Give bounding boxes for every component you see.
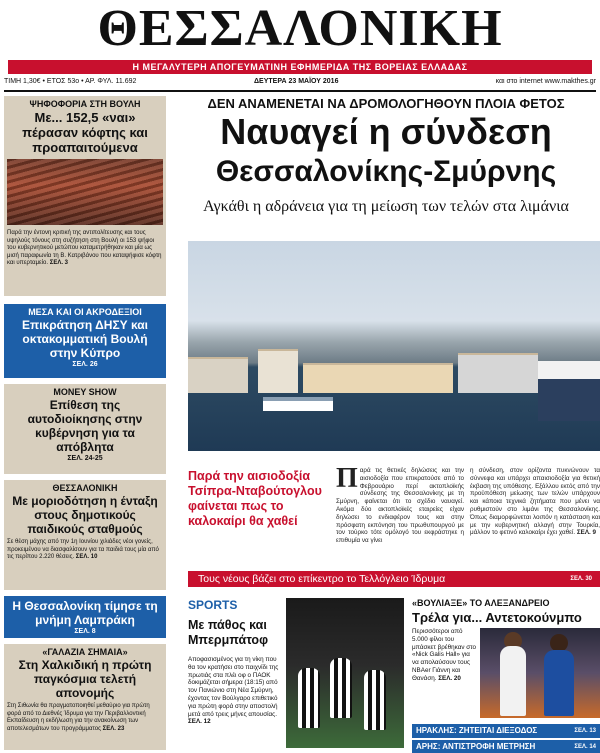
- strip-text: ΗΡΑΚΛΗΣ: ΖΗΤΕΙΤΑΙ ΔΙΕΞΟΔΟΣ: [416, 726, 538, 735]
- sports-label: SPORTS: [188, 598, 238, 612]
- story-kicker: ΨΗΦΟΦΟΡΙΑ ΣΤΗ ΒΟΥΛΗ: [29, 99, 141, 109]
- page-ref: ΣΕΛ. 10: [75, 554, 98, 560]
- lead-article-col2: η σύνδεση, στον ορίζοντα πυκνώνουν τα σύννεφα και υπάρχει απαισιοδοξία για θετική έκβαση της υπόθεσης. Εξάλλου εκτός από την προϋπόθεση μείωσης των τελών υπάρχουν και κάποια τεχνικά ζητήματα που μένει να ρυθμιστούν στο λιμάνι της Θεσσαλονίκης. Όπως διαμορφώνεται λοιπόν η κατάσταση και με την κυβερνητική αλλαγή στην Τουρκία, μάλλον το φετινό καλοκαίρι έχει χαθεί. ΣΕΛ. 9: [470, 467, 600, 537]
- story-headline: Επικράτηση ΔΗΣΥ και οκτακομματική Βουλή στην Κύπρο: [22, 318, 148, 360]
- page-ref: ΣΕΛ. 14: [574, 744, 596, 750]
- sidebar-story-nurseries[interactable]: [4, 480, 166, 590]
- website-link[interactable]: και στο internet www.makthes.gr: [495, 78, 596, 85]
- sidebar-story-blue-flag[interactable]: [4, 644, 166, 750]
- story-headline: Στη Χαλκιδική η πρώτη παγκόσμια τελετή απονομής: [18, 658, 152, 700]
- sports-text: Αποφασισμένος για τη νίκη που θα τον κρατήσει στο παιχνίδι της πρωτιάς στα πλέι οφ ο ΠΑΟΚ δοκιμάζεται σήμερα (18:15) από τον Πανιώνιο στη Νέα Σμύρνη, έχοντας τον Βούλγαρο επιθετικό για πρώτη φορά στην αποστολή μετά από τρεις μήνες απουσίας. ΣΕΛ. 12: [188, 656, 279, 726]
- drop-cap: Π: [336, 463, 358, 494]
- basketball-headline[interactable]: Τρέλα για... Αντετοκούνμπο: [412, 610, 582, 625]
- story-headline: Με μοριοδότηση η ένταξη στους δημοτικούς παιδικούς σταθμούς: [12, 494, 158, 536]
- lead-headline-line1[interactable]: Ναυαγεί η σύνδεση: [220, 111, 552, 152]
- page-ref: ΣΕΛ. 26: [72, 361, 98, 368]
- newspaper-title: ΘΕΣΣΑΛΟΝΙΚΗ: [97, 0, 503, 57]
- lead-kicker: ΔΕΝ ΑΝΑΜΕΝΕΤΑΙ ΝΑ ΔΡΟΜΟΛΟΓΗΘΟΥΝ ΠΛΟΙΑ ΦΕΤΟΣ: [207, 96, 565, 111]
- antetokounmpo-photo: [480, 628, 600, 718]
- iraklis-strip[interactable]: [412, 724, 600, 738]
- story-kicker: «ΓΑΛΑΖΙΑ ΣΗΜΑΙΑ»: [42, 647, 128, 657]
- story-headline: Με... 152,5 «ναι» πέρασαν κόφτης και προαπαιτούμενα: [22, 110, 148, 155]
- lead-subheadline: Αγκάθι η αδράνεια για τη μείωση των τελών στα λιμάνια: [203, 198, 569, 215]
- story-headline: Επίθεση της αυτοδιοίκησης στην κυβέρνηση για τα απόβλητα: [27, 398, 143, 454]
- story-kicker: MONEY SHOW: [53, 387, 117, 397]
- lead-red-caption: Παρά την αισιοδοξία Τσίπρα-Νταβούτογλου φαίνεται πως το καλοκαίρι θα χαθεί: [188, 469, 322, 528]
- story-kicker: ΜΕΣΑ ΚΑΙ ΟΙ ΑΚΡΟΔΕΞΙΟΙ: [28, 307, 142, 317]
- story-text: Στη Σιθωνία θα πραγματοποιηθεί μεθαύριο για πρώτη φορά από το Διεθνές Ίδρυμα για την Περιβαλλοντική Εκπαίδευση η εκδήλωση για την ανακοίνωση των αποτελεσμάτων του προγράμματος ΣΕΛ. 23: [7, 703, 150, 732]
- story-text: Σε θέση μάχης από την 1η Ιουνίου χιλιάδες νέοι γονείς, προκειμένου να διασφαλίσουν για τα παιδιά τους μία από τις περίπου 2.220 θέσεις. ΣΕΛ. 10: [7, 539, 159, 560]
- page-ref: ΣΕΛ. 13: [574, 728, 596, 734]
- page-ref: ΣΕΛ. 12: [188, 718, 211, 726]
- sidebar-story-lambrakis[interactable]: [4, 596, 166, 638]
- page-ref: ΣΕΛ. 9: [576, 529, 597, 537]
- sports-headline[interactable]: Με πάθος και Μπερμπάτοφ: [188, 618, 269, 647]
- newspaper-subtitle: Η ΜΕΓΑΛΥΤΕΡΗ ΑΠΟΓΕΥΜΑΤΙΝΗ ΕΦΗΜΕΡΙΔΑ ΤΗΣ ΒΟΡΕΙΑΣ ΕΛΛΑΔΑΣ: [8, 60, 592, 74]
- sidebar-story-vote[interactable]: [4, 96, 166, 296]
- lead-headline-line2[interactable]: Θεσσαλονίκης-Σμύρνης: [215, 155, 557, 188]
- sidebar-story-cyprus[interactable]: [4, 304, 166, 378]
- aris-strip[interactable]: [412, 740, 600, 753]
- lead-article-col1: Παρά τις θετικές δηλώσεις και την αισιοδοξία που επικρατούσε από το Φεβρουάριο περί ακτοπλοϊκής σύνδεσης της Θεσσαλονίκης με τη Σμύρνη, φαίνεται ότι το σχέδιο ναυαγεί. Ακόμα δύο ακτοπλοϊκές εταιρείες είχαν δηλώσει το ενδιαφέρον τους και στην πρόσφατη εκπόνηση του πρωθυπουργού με τον τούρκο τότε ομόλογό του εκφράστηκε η επιθυμία να γίνει: [336, 463, 464, 545]
- page-ref: ΣΕΛ. 8: [74, 628, 96, 635]
- page-ref: ΣΕΛ. 30: [570, 576, 592, 582]
- sidebar: [4, 96, 166, 751]
- masthead: [0, 0, 600, 100]
- page-ref: ΣΕΛ. 23: [102, 725, 125, 732]
- football-photo: [286, 598, 404, 748]
- price-line: ΤΙΜΗ 1,30€ • ΕΤΟΣ 53ο • ΑΡ. ΦΥΛ. 11.692: [4, 78, 137, 85]
- masthead-rule: [4, 90, 596, 92]
- story-kicker: ΘΕΣΣΑΛΟΝΙΚΗ: [52, 483, 118, 493]
- issue-date: ΔΕΥΤΕΡΑ 23 ΜΑΪΟΥ 2016: [254, 78, 339, 85]
- masthead-info: [4, 76, 596, 88]
- port-photo: [188, 241, 600, 451]
- strip-text: ΑΡΗΣ: ΑΝΤΙΣΤΡΟΦΗ ΜΕΤΡΗΣΗ: [416, 742, 536, 751]
- parliament-photo: [7, 159, 163, 225]
- sidebar-story-money-show[interactable]: [4, 384, 166, 474]
- story-text: Παρά την έντονη κριτική της αντιπολίτευσης και τους υψηλούς τόνους στη συζήτηση στη Βουλή οι 153 ψήφοι του κυβερνητικού μετώπου καταμετρήθηκαν και μία ως μισή παραφωνία τη Β. Κατριβάνου που καταψήφισε κόφτη και υπερταμείο. ΣΕΛ. 3: [7, 230, 162, 266]
- banner-text: Τους νέους βάζει στο επίκεντρο το Τελλόγλειο Ίδρυμα: [198, 573, 446, 585]
- telloglio-banner[interactable]: [188, 571, 600, 587]
- page-ref: ΣΕΛ. 24-25: [67, 455, 103, 462]
- page-ref: ΣΕΛ. 20: [438, 674, 461, 682]
- basketball-kicker: «ΒΟΥΛΙΑΞΕ» ΤΟ ΑΛΕΞΑΝΔΡΕΙΟ: [412, 598, 550, 608]
- basketball-text: Περισσότεροι από 5.000 φίλοι του μπάσκετ βρέθηκαν στο «Nick Galis Hall» για να απολαύσουν τους NBAer Γιάννη και Θανάση. ΣΕΛ. 20: [412, 628, 477, 682]
- story-headline: Η Θεσσαλονίκη τίμησε τη μνήμη Λαμπράκη: [12, 599, 158, 627]
- page-ref: ΣΕΛ. 3: [49, 260, 68, 266]
